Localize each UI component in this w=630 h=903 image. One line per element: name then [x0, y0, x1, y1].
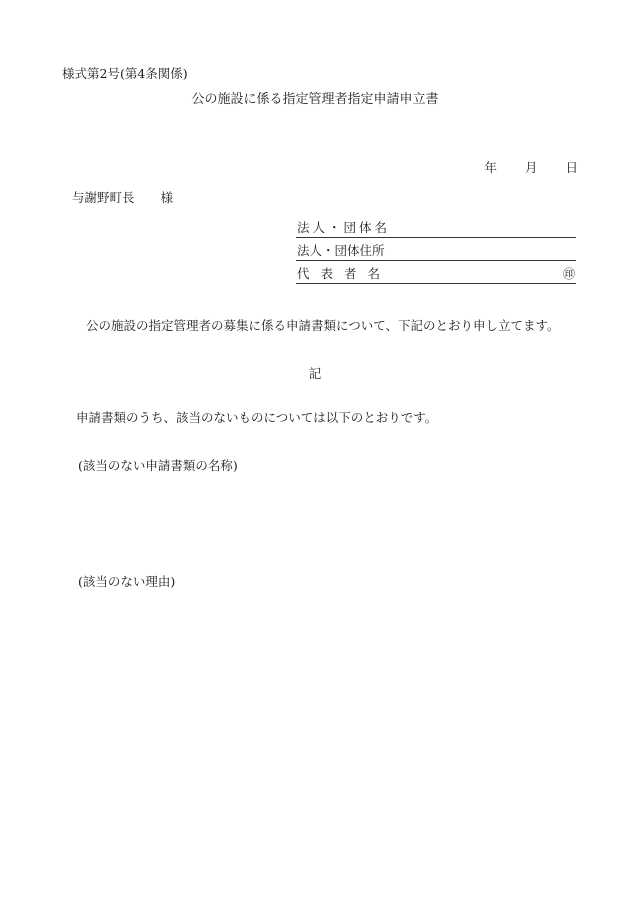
section-document-names: (該当のない申請書類の名称) [78, 458, 238, 473]
addressee [72, 192, 173, 205]
corp-name-field[interactable] [296, 216, 576, 238]
document-title: 公の施設に係る指定管理者指定申請申立書 [191, 92, 439, 107]
date-day-label: 日 [565, 160, 578, 175]
date-year-label: 年 [484, 160, 497, 175]
corp-name-label: 法人・団体名 [297, 219, 391, 235]
section-reason: (該当のない理由) [78, 574, 176, 589]
statement-text: 公の施設の指定管理者の募集に係る申請書類について、下記のとおり申し立てます。 [86, 318, 560, 333]
representative-field[interactable] [296, 262, 576, 284]
addressee-honorific: 様 [160, 190, 174, 205]
representative-label: 代表者名 [297, 265, 392, 281]
date-line [484, 162, 578, 175]
corp-address-field[interactable] [296, 239, 576, 261]
note-text: 申請書類のうち、該当のないものについては以下のとおりです。 [76, 410, 438, 425]
addressee-name: 与謝野町長 [72, 190, 135, 205]
corp-address-label: 法人・団体住所 [297, 242, 385, 258]
ki-heading: 記 [308, 366, 322, 381]
seal-icon: ㊞ [562, 267, 575, 281]
form-number: 様式第2号(第4条関係) [62, 66, 188, 81]
date-month-label: 月 [524, 160, 538, 175]
